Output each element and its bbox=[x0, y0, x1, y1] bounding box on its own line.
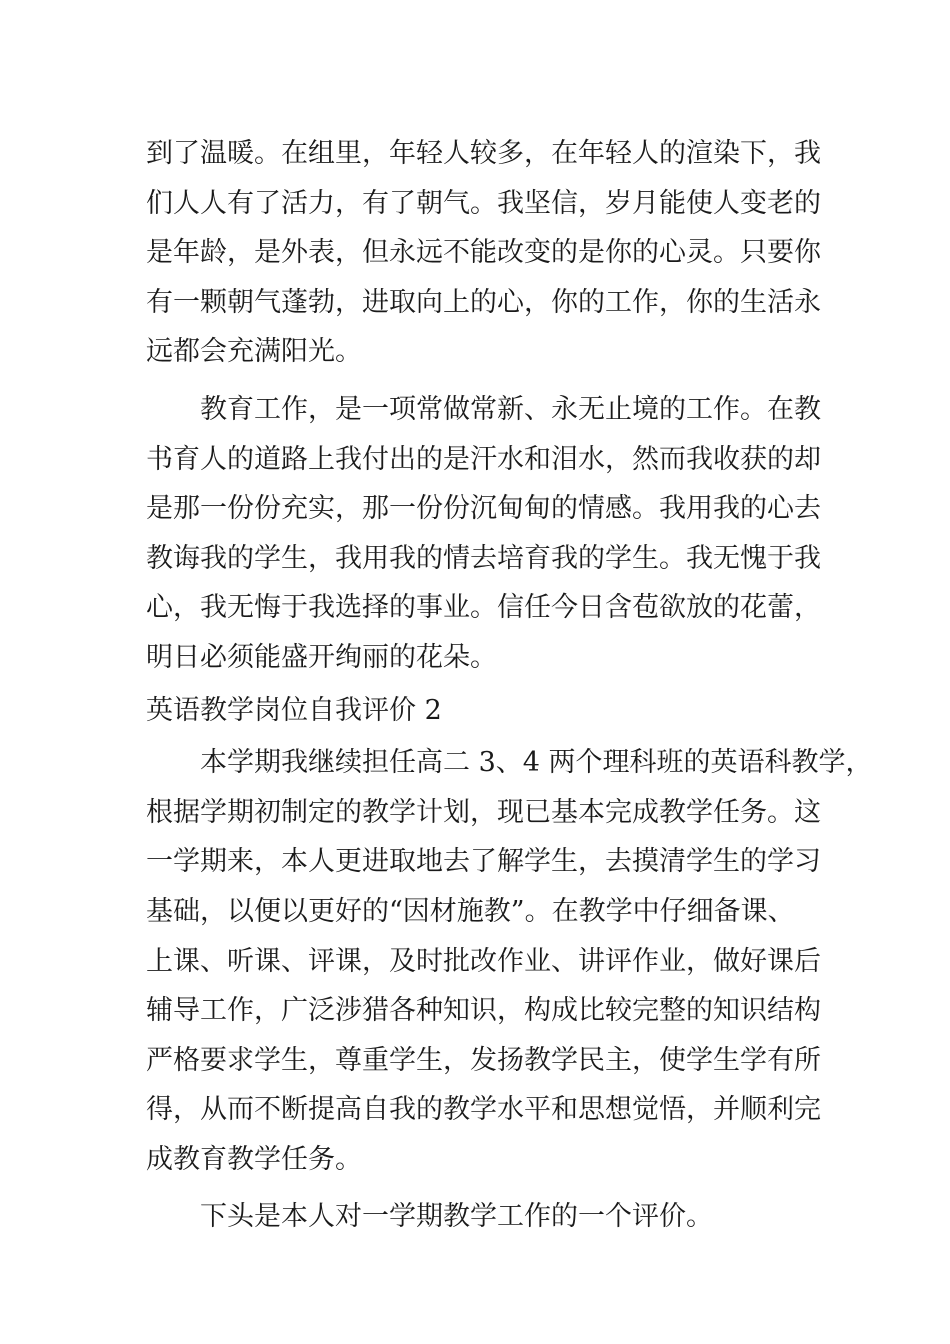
text-line: 到了温暖。在组里，年轻人较多，在年轻人的渲染下，我 bbox=[146, 138, 821, 169]
text-line: 根据学期初制定的教学计划，现已基本完成教学任务。这 bbox=[146, 796, 821, 828]
paragraph-3 bbox=[146, 738, 873, 1184]
paragraph-spacer bbox=[146, 377, 816, 385]
text-line: 教育工作，是一项常做常新、永无止境的工作。在教 bbox=[200, 393, 821, 425]
text-line: 书育人的道路上我付出的是汗水和泪水，然而我收获的却 bbox=[146, 443, 821, 475]
section-heading: 英语教学岗位自我评价 2 bbox=[146, 694, 442, 726]
text-line: 教诲我的学生，我用我的情去培育我的学生。我无愧于我 bbox=[146, 542, 821, 574]
text-line: 成教育教学任务。 bbox=[146, 1143, 362, 1175]
text-line: 上课、听课、评课，及时批改作业、讲评作业，做好课后 bbox=[146, 945, 821, 977]
text-line: 是年龄，是外表，但永远不能改变的是你的心灵。只要你 bbox=[146, 237, 821, 269]
text-line: 本学期我继续担任高二 3、4 两个理科班的英语科教学， bbox=[200, 747, 873, 779]
paragraph-1 bbox=[146, 129, 821, 377]
text-line: 得，从而不断提高自我的教学水平和思想觉悟，并顺利完 bbox=[146, 1094, 821, 1126]
text-line: 下头是本人对一学期教学工作的一个评价。 bbox=[200, 1201, 713, 1233]
text-line: 基础，以便以更好的“因材施教”。在教学中仔细备课、 bbox=[146, 895, 795, 927]
paragraph-2 bbox=[146, 385, 821, 683]
text-line: 辅导工作，广泛涉猎各种知识，构成比较完整的知识结构 bbox=[146, 995, 821, 1027]
text-line: 明日必须能盛开绚丽的花朵。 bbox=[146, 641, 497, 673]
text-line: 是那一份份充实，那一份份沉甸甸的情感。我用我的心去 bbox=[146, 493, 821, 525]
text-line: 远都会充满阳光。 bbox=[146, 336, 362, 368]
text-line: 们人人有了活力，有了朝气。我坚信，岁月能使人变老的 bbox=[146, 187, 821, 219]
text-line: 心，我无悔于我选择的事业。信任今日含苞欲放的花蕾， bbox=[146, 592, 821, 624]
text-line: 有一颗朝气蓬勃，进取向上的心，你的工作，你的生活永 bbox=[146, 286, 821, 318]
document-body bbox=[146, 129, 873, 1242]
paragraph-4 bbox=[146, 1192, 816, 1242]
text-line: 一学期来，本人更进取地去了解学生，去摸清学生的学习 bbox=[146, 846, 821, 878]
paragraph-spacer bbox=[146, 1184, 816, 1192]
text-line: 严格要求学生，尊重学生，发扬教学民主，使学生学有所 bbox=[146, 1044, 821, 1076]
